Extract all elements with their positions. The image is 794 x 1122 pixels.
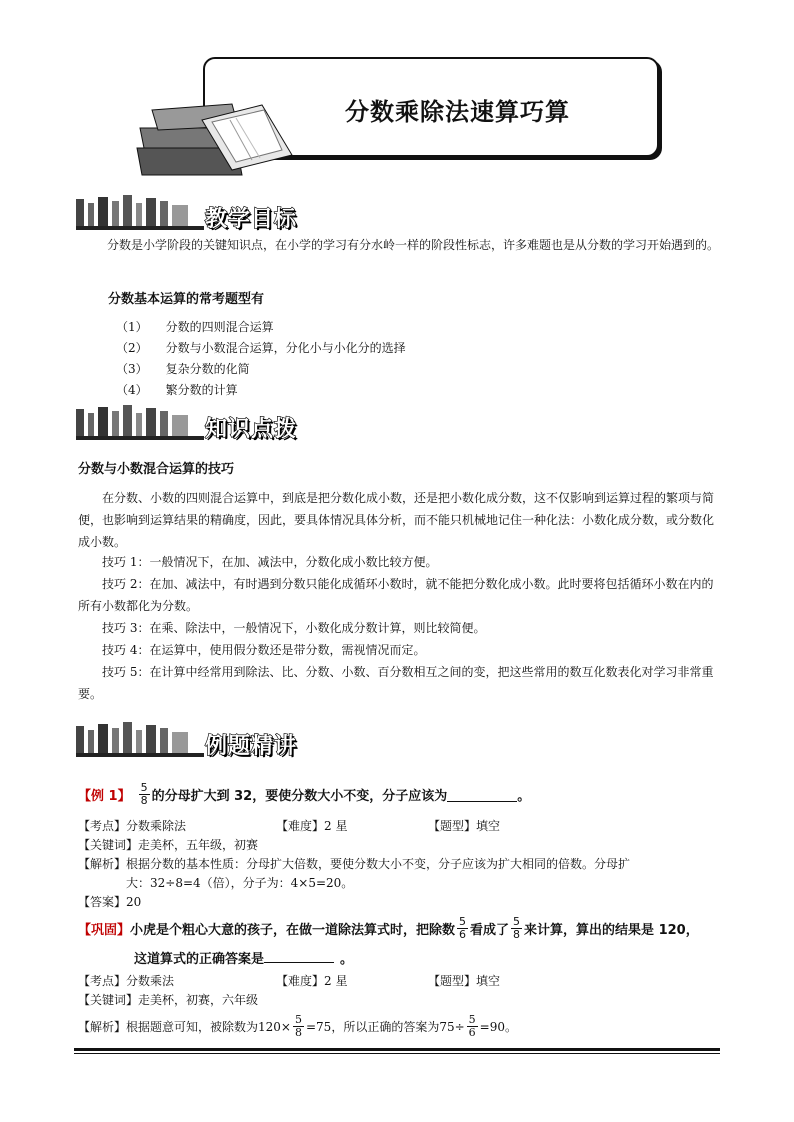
footer-rule [74, 1048, 720, 1051]
tip-item: 技巧 3：在乘、除法中，一般情况下，小数化成分数计算，则比较简便。 [102, 621, 486, 635]
question-type: 【题型】填空 [428, 974, 501, 988]
tip-item: 技巧 2：在加、减法中，有时遇到分数只能化成循环小数时，就不能把分数化成小数。此时要将包括循环小数在内的所有小数都化为分数。 [78, 577, 714, 613]
kaodian: 【考点】分数乘除法 [78, 819, 187, 833]
list-item: （3） 复杂分数的化简 [116, 362, 250, 376]
practice-question-line-1: 【巩固】 小虎是个粗心大意的孩子，在做一道除法算式时，把除数 $\frac{5}{6}$ 看成了 $\frac{5}{8}$ 来计算，算出的结果是 120， [78, 915, 699, 941]
section-header-graphic [76, 722, 206, 758]
fraction: $\frac{5}{8}$ [294, 1013, 302, 1039]
difficulty: 【难度】2 星 [276, 819, 348, 833]
list-item: （4） 繁分数的计算 [116, 383, 238, 397]
list-item: （2） 分数与小数混合运算，分化小与小化分的选择 [116, 341, 406, 355]
analysis-line-1: 【解析】根据分数的基本性质：分母扩大倍数，要使分数大小不变，分子应该为扩大相同的倍数。分母扩 [78, 857, 631, 871]
section-title-goals: 教学目标 [205, 207, 298, 232]
example-label: 【例 1】 [78, 789, 131, 804]
answer-blank [447, 787, 517, 802]
question-type: 【题型】填空 [428, 819, 501, 833]
practice-question-line-2: 这道算式的正确答案是 。 [134, 948, 353, 967]
fraction: $\frac{5}{8}$ [513, 915, 521, 941]
difficulty: 【难度】2 星 [276, 974, 348, 988]
keywords: 【关键词】走美杯，初赛，六年级 [78, 993, 259, 1007]
example-1-question: 【例 1】 $\frac{5}{8}$ 的分母扩大到 32，要使分数大小不变，分子应该为 。 [78, 781, 531, 807]
section-header-graphic [76, 195, 206, 231]
tip-item: 技巧 4：在运算中，使用假分数还是带分数，需视情况而定。 [102, 643, 426, 657]
page-title: 分数乘除法速算巧算 [345, 98, 570, 126]
analysis-line-2: 大：32÷8=4（倍），分子为：4×5=20。 [126, 876, 354, 890]
knowledge-subheading: 分数与小数混合运算的技巧 [78, 462, 235, 477]
tip-item: 技巧 5：在计算中经常用到除法、比、分数、小数、百分数相互之间的变，把这些常用的数互化数表化对学习非常重要。 [78, 665, 714, 701]
fraction: $\frac{5}{6}$ [459, 915, 467, 941]
section-title-examples: 例题精讲 [205, 734, 298, 759]
footer-rule-thin [74, 1053, 720, 1054]
goals-intro: 分数是小学阶段的关键知识点，在小学的学习有分水岭一样的阶段性标志，许多难题也是从分数的学习开始遇到的。 [107, 238, 720, 252]
tip-item: 技巧 1：一般情况下，在加、减法中，分数化成小数比较方便。 [102, 555, 438, 569]
answer: 【答案】20 [78, 895, 142, 909]
knowledge-paragraph: 在分数、小数的四则混合运算中，到底是把分数化成小数，还是把小数化成分数，这不仅影响到运算过程的繁项与简便，也影响到运算结果的精确度，因此，要具体情况具体分析，而不能只机械地记住一种化法：小数化成分数，或分数化成小数。 [78, 491, 715, 549]
fraction: $\frac{5}{8}$ [140, 781, 148, 807]
section-title-knowledge: 知识点拨 [205, 417, 298, 442]
keywords: 【关键词】走美杯，五年级，初赛 [78, 838, 259, 852]
books-illustration [132, 100, 302, 180]
list-item: （1） 分数的四则混合运算 [116, 320, 274, 334]
answer-blank [264, 948, 334, 963]
practice-label: 【巩固】 [78, 923, 131, 938]
section-header-graphic [76, 405, 206, 441]
practice-analysis: 【解析】根据题意可知，被除数为 120× $\frac{5}{8}$ =75 ，所以正确的答案为 75÷ $\frac{5}{6}$ =90 。 [78, 1013, 517, 1039]
kaodian: 【考点】分数乘法 [78, 974, 175, 988]
goals-subheading: 分数基本运算的常考题型有 [108, 292, 265, 307]
fraction: $\frac{5}{6}$ [468, 1013, 476, 1039]
